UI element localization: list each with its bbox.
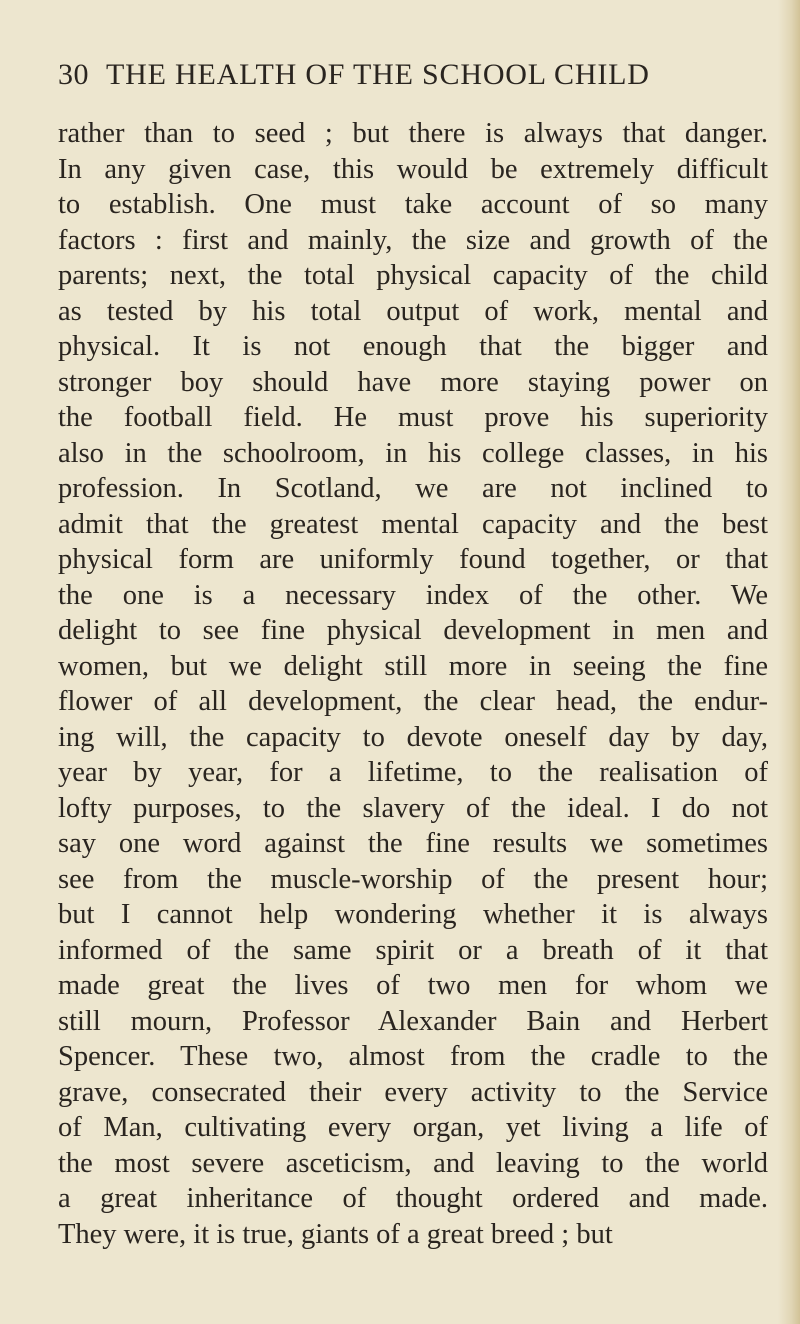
- text-line: In any given case, this would be extremely difficult: [58, 153, 768, 185]
- body-text: [58, 116, 768, 1252]
- text-line: stronger boy should have more staying power on: [58, 366, 768, 398]
- running-title: THE HEALTH OF THE SCHOOL CHILD: [106, 58, 650, 91]
- page-number: 30: [58, 58, 89, 91]
- text-line: also in the schoolroom, in his college classes, in his: [58, 437, 768, 469]
- text-line: year by year, for a lifetime, to the realisation of: [58, 757, 768, 788]
- text-line: ing will, the capacity to devote oneself day by day,: [58, 721, 768, 753]
- text-line: say one word against the fine results we sometimes: [58, 828, 768, 859]
- text-line: the most severe asceticism, and leaving to the world: [58, 1147, 768, 1179]
- text-line: admit that the greatest mental capacity and the best: [58, 508, 768, 540]
- text-line: of Man, cultivating every organ, yet living a life of: [58, 1112, 768, 1143]
- text-line: still mourn, Professor Alexander Bain and Herbert: [58, 1005, 768, 1037]
- text-line: They were, it is true, giants of a great breed ; but: [58, 1218, 613, 1250]
- text-line: factors : first and mainly, the size and growth of the: [58, 224, 768, 256]
- text-line: made great the lives of two men for whom we: [58, 970, 768, 1001]
- text-line: grave, consecrated their every activity to the Service: [58, 1076, 768, 1108]
- text-line: delight to see fine physical development in men and: [58, 615, 768, 646]
- running-head: [58, 58, 758, 102]
- text-line: see from the muscle-worship of the present hour;: [58, 863, 768, 895]
- text-line: rather than to seed ; but there is always that danger.: [58, 118, 768, 149]
- text-line: a great inheritance of thought ordered and made.: [58, 1183, 768, 1214]
- text-line: flower of all development, the clear head, the endur-: [58, 686, 768, 717]
- text-line: to establish. One must take account of so many: [58, 189, 768, 220]
- text-line: as tested by his total output of work, mental and: [58, 295, 768, 327]
- text-line: profession. In Scotland, we are not inclined to: [58, 473, 768, 504]
- text-line: physical. It is not enough that the bigger and: [58, 331, 768, 362]
- page-edge-shadow: [778, 0, 800, 1324]
- text-line: informed of the same spirit or a breath of it that: [58, 934, 768, 966]
- text-line: the one is a necessary index of the other. We: [58, 579, 768, 611]
- text-line: physical form are uniformly found together, or that: [58, 544, 768, 575]
- text-line: parents; next, the total physical capacity of the child: [58, 260, 768, 291]
- text-line: women, but we delight still more in seeing the fine: [58, 650, 768, 682]
- text-line: but I cannot help wondering whether it is always: [58, 899, 768, 930]
- text-line: the football field. He must prove his superiority: [58, 402, 768, 433]
- text-line: Spencer. These two, almost from the cradle to the: [58, 1041, 768, 1072]
- text-line: lofty purposes, to the slavery of the ideal. I do not: [58, 792, 768, 824]
